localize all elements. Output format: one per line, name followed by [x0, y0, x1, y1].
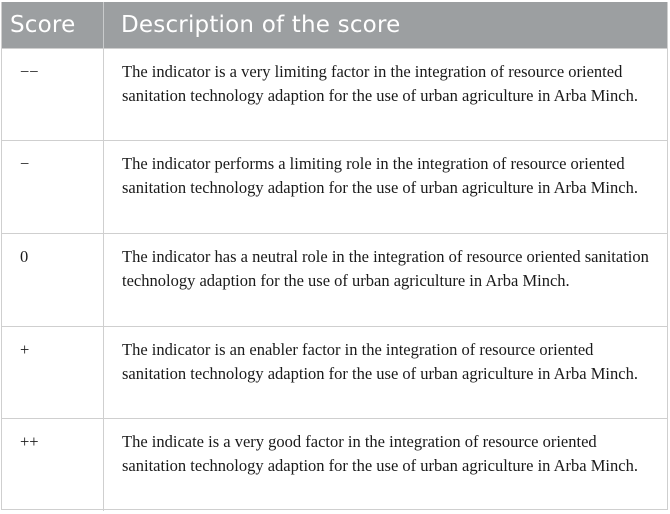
description-cell: The indicator has a neutral role in the integration of resource oriented sanitation technology adaption for the use of urban agriculture in Arba Minch.	[122, 247, 649, 290]
table-header-row	[2, 2, 667, 48]
score-cell: −−	[2, 49, 104, 140]
table-row	[2, 140, 667, 233]
score-cell: 0	[2, 234, 104, 326]
score-cell: +	[2, 327, 104, 418]
header-description: Description of the score	[121, 12, 401, 38]
score-cell: ++	[2, 419, 104, 511]
description-cell: The indicator performs a limiting role in the integration of resource oriented sanitation technology adaption for the use of urban agriculture in Arba Minch.	[122, 154, 638, 197]
header-score: Score	[2, 2, 104, 48]
table-row	[2, 326, 667, 418]
score-cell: −	[2, 141, 104, 233]
table-row	[2, 48, 667, 140]
table-row	[2, 418, 667, 511]
description-cell: The indicate is a very good factor in the integration of resource oriented sanitation technology adaption for the use of urban agriculture in Arba Minch.	[122, 432, 638, 475]
description-cell: The indicator is an enabler factor in the integration of resource oriented sanitation technology adaption for the use of urban agriculture in Arba Minch.	[122, 340, 638, 383]
score-description-table	[1, 2, 668, 510]
table-row	[2, 233, 667, 326]
description-cell: The indicator is a very limiting factor in the integration of resource oriented sanitation technology adaption for the use of urban agriculture in Arba Minch.	[122, 62, 638, 105]
